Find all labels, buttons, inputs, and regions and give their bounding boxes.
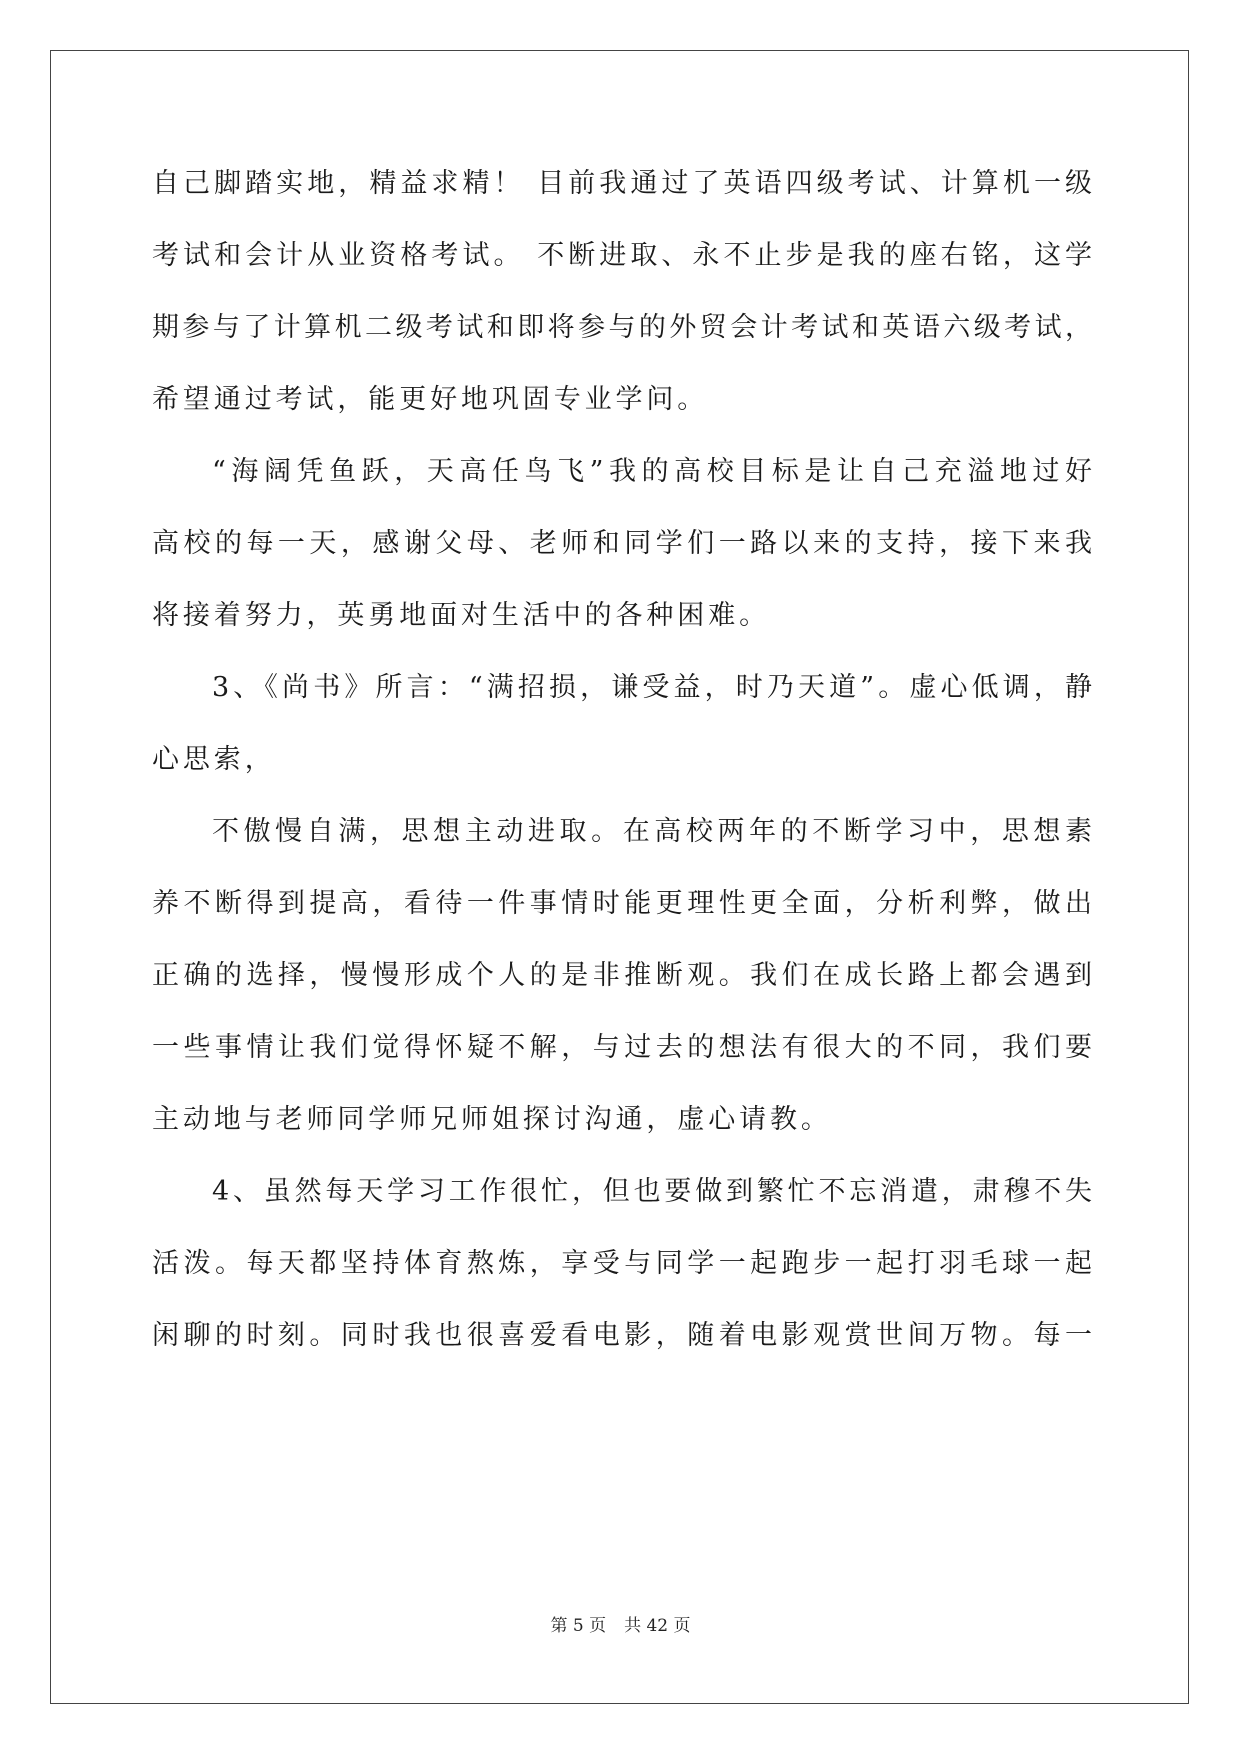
text-line: 希望通过考试，能更好地巩固专业学问。: [152, 384, 709, 415]
page-border: [50, 50, 1189, 1704]
paragraph-first-line: 4、虽然每天学习工作很忙，但也要做到繁忙不忘消遣，肃穆不失: [212, 1176, 1092, 1207]
paragraph-first-line: 3、《尚书》所言：“满招损，谦受益，时乃天道”。虚心低调，静: [212, 672, 1092, 703]
text-line: 活泼。每天都坚持体育熬炼，享受与同学一起跑步一起打羽毛球一起: [152, 1248, 1092, 1279]
text-line: 一些事情让我们觉得怀疑不解，与过去的想法有很大的不同，我们要: [152, 1032, 1092, 1063]
paragraph-first-line: “海阔凭鱼跃，天高任鸟飞”我的高校目标是让自己充溢地过好: [212, 456, 1092, 487]
text-line: 考试和会计从业资格考试。 不断进取、永不止步是我的座右铭，这学: [152, 240, 1092, 271]
text-line: 闲聊的时刻。同时我也很喜爱看电影，随着电影观赏世间万物。每一: [152, 1320, 1092, 1351]
text-line: 自己脚踏实地，精益求精！ 目前我通过了英语四级考试、计算机一级: [152, 168, 1092, 199]
text-line: 心思索，: [152, 744, 276, 775]
text-line: 养不断得到提高，看待一件事情时能更理性更全面，分析利弊，做出: [152, 888, 1092, 919]
text-line: 高校的每一天，感谢父母、老师和同学们一路以来的支持，接下来我: [152, 528, 1092, 559]
text-line: 正确的选择，慢慢形成个人的是非推断观。我们在成长路上都会遇到: [152, 960, 1092, 991]
text-line: 将接着努力，英勇地面对生活中的各种困难。: [152, 600, 770, 631]
page-footer: [0, 1614, 1241, 1638]
page-total: 共 42 页: [624, 1616, 691, 1636]
page-number: 第 5 页: [550, 1616, 607, 1636]
text-line: 主动地与老师同学师兄师姐探讨沟通，虚心请教。: [152, 1104, 832, 1135]
paragraph-first-line: 不傲慢自满，思想主动进取。在高校两年的不断学习中，思想素: [212, 816, 1092, 847]
text-line: 期参与了计算机二级考试和即将参与的外贸会计考试和英语六级考试，: [152, 312, 1092, 343]
